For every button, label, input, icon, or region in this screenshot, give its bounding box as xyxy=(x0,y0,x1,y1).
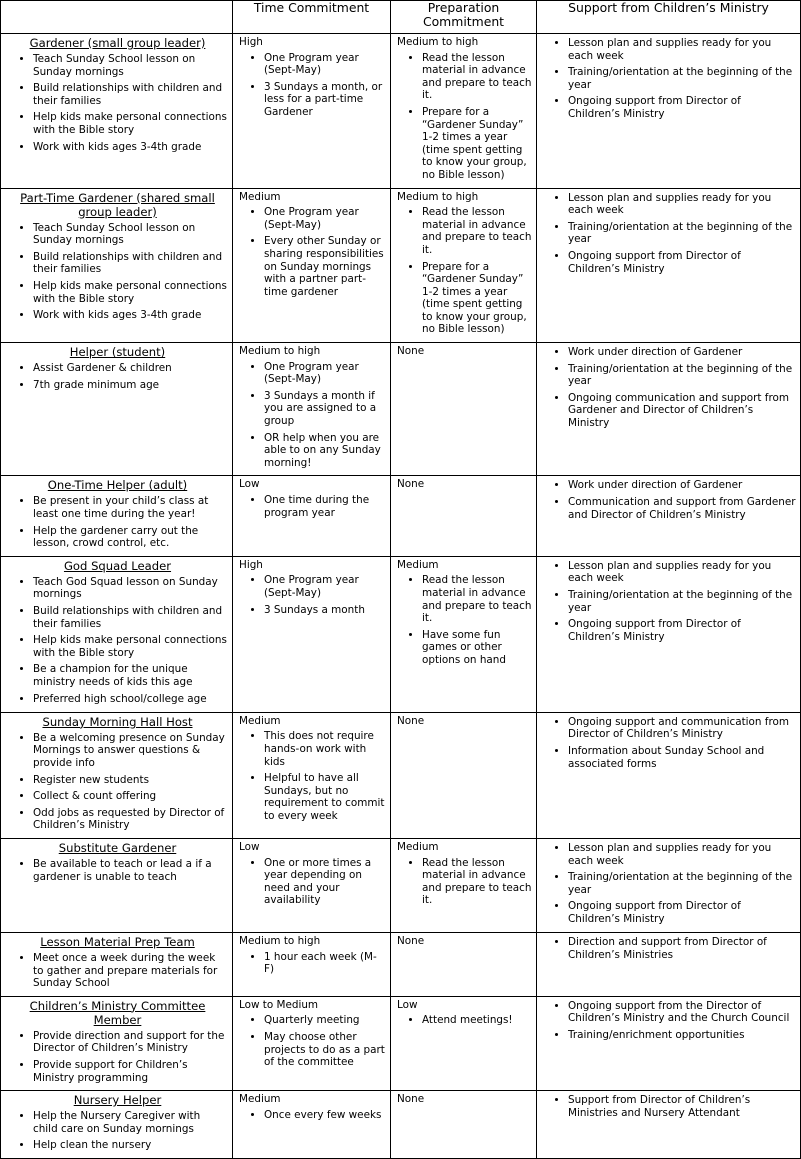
time-list xyxy=(239,857,386,907)
time-item: • May choose other projects to do as a part of the committee xyxy=(264,1031,386,1069)
header-row xyxy=(1,1,801,34)
role-duty-item: • Build relationships with children and their families xyxy=(33,605,228,630)
role-title: Part-Time Gardener (shared small group leader) xyxy=(20,190,215,219)
role-duty-list xyxy=(7,1030,228,1084)
support-cell xyxy=(537,932,801,996)
support-item: • Lesson plan and supplies ready for you each week xyxy=(568,37,796,62)
prep-item: • Attend meetings! xyxy=(422,1014,532,1027)
time-level: Medium to high xyxy=(239,934,321,947)
support-list xyxy=(543,346,796,430)
support-item: • Training/orientation at the beginning of the year xyxy=(568,589,796,614)
role-duty-item: • Help the gardener carry out the lesson, crowd control, etc. xyxy=(33,525,228,550)
time-list xyxy=(239,206,386,298)
time-level: Low to Medium xyxy=(239,998,319,1011)
role-title: God Squad Leader xyxy=(63,558,172,573)
role-duty-item: • Work with kids ages 3-4th grade xyxy=(33,309,228,322)
support-item: • Training/orientation at the beginning of the year xyxy=(568,871,796,896)
prep-cell xyxy=(391,996,537,1090)
support-list xyxy=(543,560,796,644)
support-item: • Work under direction of Gardener xyxy=(568,479,796,492)
time-level: Low xyxy=(239,478,260,491)
time-list xyxy=(239,574,386,616)
time-cell xyxy=(233,34,391,189)
role-duty-item: • Odd jobs as requested by Director of Children’s Ministry xyxy=(33,807,228,832)
role-row xyxy=(1,838,801,932)
role-title: Gardener (small group leader) xyxy=(29,36,206,50)
role-duty-item: • Teach God Squad lesson on Sunday mornings xyxy=(33,576,228,601)
time-item: • 3 Sundays a month, or less for a part-time Gardener xyxy=(264,81,386,119)
role-title: One-Time Helper (adult) xyxy=(47,478,188,493)
prep-cell xyxy=(391,343,537,476)
time-item: • One or more times a year depending on need and your availability xyxy=(264,857,386,907)
support-cell xyxy=(537,1091,801,1159)
role-duty-item: • Be present in your child’s class at least one time during the year! xyxy=(33,495,228,520)
header-support: Support from Children’s Ministry xyxy=(537,1,801,34)
role-row xyxy=(1,932,801,996)
role-duty-item: • Build relationships with children and their families xyxy=(33,251,228,276)
prep-level: None xyxy=(397,714,425,727)
role-cell xyxy=(1,556,233,712)
role-cell xyxy=(1,188,233,343)
support-list xyxy=(543,479,796,521)
role-duty-item: • Be available to teach or lead a if a gardener is unable to teach xyxy=(33,858,228,883)
time-item: • One Program year (Sept-May) xyxy=(264,206,386,231)
role-title: Sunday Morning Hall Host xyxy=(42,714,193,729)
time-item: • This does not require hands-on work with kids xyxy=(264,730,386,768)
header-preparation-commitment: Preparation Commitment xyxy=(391,1,537,34)
support-item: • Ongoing support from Director of Children’s Ministry xyxy=(568,250,796,275)
role-duty-item: • Teach Sunday School lesson on Sunday mornings xyxy=(33,53,228,78)
time-item: • Once every few weeks xyxy=(264,1109,386,1122)
time-item: • One Program year (Sept-May) xyxy=(264,361,386,386)
role-duty-list xyxy=(7,1110,228,1152)
prep-cell xyxy=(391,556,537,712)
time-cell xyxy=(233,932,391,996)
prep-level: None xyxy=(397,345,425,358)
role-duty-list xyxy=(7,222,228,322)
prep-level: Medium xyxy=(397,840,439,853)
support-item: • Training/orientation at the beginning of the year xyxy=(568,363,796,388)
role-duty-list xyxy=(7,952,228,990)
prep-cell xyxy=(391,34,537,189)
role-title: Lesson Material Prep Team xyxy=(40,934,195,949)
time-level: High xyxy=(239,558,263,571)
role-duty-list xyxy=(7,53,228,153)
prep-item: • Read the lesson material in advance and prepare to teach it. xyxy=(422,857,532,907)
time-item: • One Program year (Sept-May) xyxy=(264,52,386,77)
role-title: Helper (student) xyxy=(69,345,166,360)
time-list xyxy=(239,494,386,519)
role-title: Nursery Helper xyxy=(73,1093,162,1108)
role-duty-list xyxy=(7,576,228,705)
time-level: Medium to high xyxy=(239,345,321,358)
support-item: • Ongoing support from Director of Children’s Ministry xyxy=(568,95,796,120)
role-title: Substitute Gardener xyxy=(58,840,177,855)
role-duty-item: • Be a welcoming presence on Sunday Mornings to answer questions & provide info xyxy=(33,732,228,770)
time-cell xyxy=(233,996,391,1090)
prep-list xyxy=(397,52,532,182)
support-item: • Ongoing communication and support from Gardener and Director of Children’s Ministry xyxy=(568,392,796,430)
time-cell xyxy=(233,838,391,932)
support-cell xyxy=(537,476,801,556)
time-item: • Helpful to have all Sundays, but no requirement to commit to every week xyxy=(264,772,386,822)
time-item: • 1 hour each week (M-F) xyxy=(264,951,386,976)
prep-item: • Read the lesson material in advance and prepare to teach it. xyxy=(422,574,532,624)
prep-level: Medium xyxy=(397,558,439,571)
role-duty-item: • Preferred high school/college age xyxy=(33,693,228,706)
role-title: Children’s Ministry Committee Member xyxy=(29,998,206,1027)
time-item: • Quarterly meeting xyxy=(264,1014,386,1027)
role-duty-list xyxy=(7,362,228,391)
role-duty-item: • Help kids make personal connections with the Bible story xyxy=(33,280,228,305)
time-item: • Every other Sunday or sharing responsibilities on Sunday mornings with a partner part-time gardener xyxy=(264,235,386,298)
support-item: • Lesson plan and supplies ready for you each week xyxy=(568,192,796,217)
prep-list xyxy=(397,1014,532,1027)
time-list xyxy=(239,730,386,822)
role-duty-item: • Help kids make personal connections with the Bible story xyxy=(33,111,228,136)
prep-cell xyxy=(391,712,537,838)
support-item: • Training/orientation at the beginning of the year xyxy=(568,221,796,246)
prep-item: • Prepare for a “Gardener Sunday” 1-2 times a year (time spent getting to know your group, no Bible lesson) xyxy=(422,106,532,182)
prep-cell xyxy=(391,1091,537,1159)
role-cell xyxy=(1,343,233,476)
role-row xyxy=(1,343,801,476)
role-duty-item: • Teach Sunday School lesson on Sunday mornings xyxy=(33,222,228,247)
support-cell xyxy=(537,343,801,476)
support-cell xyxy=(537,188,801,343)
role-cell xyxy=(1,34,233,189)
role-row xyxy=(1,996,801,1090)
support-item: • Training/orientation at the beginning of the year xyxy=(568,66,796,91)
support-item: • Direction and support from Director of Children’s Ministries xyxy=(568,936,796,961)
support-cell xyxy=(537,838,801,932)
support-item: • Ongoing support from Director of Children’s Ministry xyxy=(568,618,796,643)
prep-list xyxy=(397,574,532,666)
role-cell xyxy=(1,712,233,838)
time-list xyxy=(239,1014,386,1068)
prep-item: • Prepare for a “Gardener Sunday” 1-2 times a year (time spent getting to know your group, no Bible lesson) xyxy=(422,261,532,337)
prep-item: • Read the lesson material in advance and prepare to teach it. xyxy=(422,206,532,256)
time-item: • OR help when you are able to on any Sunday morning! xyxy=(264,432,386,470)
time-cell xyxy=(233,343,391,476)
support-list xyxy=(543,716,796,770)
support-list xyxy=(543,842,796,926)
role-cell xyxy=(1,838,233,932)
role-duty-item: • Collect & count offering xyxy=(33,790,228,803)
time-list xyxy=(239,1109,386,1122)
time-list xyxy=(239,951,386,976)
role-cell xyxy=(1,476,233,556)
support-cell xyxy=(537,996,801,1090)
support-item: • Lesson plan and supplies ready for you each week xyxy=(568,560,796,585)
time-level: Low xyxy=(239,840,260,853)
prep-level: Medium to high xyxy=(397,190,479,203)
role-duty-item: • Assist Gardener & children xyxy=(33,362,228,375)
support-item: • Communication and support from Gardener and Director of Children’s Ministry xyxy=(568,496,796,521)
prep-item: • Have some fun games or other options on hand xyxy=(422,629,532,667)
role-cell xyxy=(1,996,233,1090)
support-cell xyxy=(537,556,801,712)
role-row xyxy=(1,34,801,189)
role-duty-item: • Help kids make personal connections with the Bible story xyxy=(33,634,228,659)
prep-list xyxy=(397,206,532,336)
support-cell xyxy=(537,34,801,189)
role-cell xyxy=(1,1091,233,1159)
time-item: • One time during the program year xyxy=(264,494,386,519)
prep-list xyxy=(397,857,532,907)
time-level: Medium xyxy=(239,714,281,727)
time-list xyxy=(239,52,386,119)
role-duty-item: • Meet once a week during the week to gather and prepare materials for Sunday School xyxy=(33,952,228,990)
role-duty-item: • Provide direction and support for the Director of Children’s Ministry xyxy=(33,1030,228,1055)
support-list xyxy=(543,192,796,276)
support-item: • Training/enrichment opportunities xyxy=(568,1029,796,1042)
role-row xyxy=(1,1091,801,1159)
prep-level: None xyxy=(397,934,425,947)
time-level: High xyxy=(239,36,263,48)
time-item: • 3 Sundays a month if you are assigned to a group xyxy=(264,390,386,428)
support-list xyxy=(543,936,796,961)
time-cell xyxy=(233,188,391,343)
role-duty-item: • Register new students xyxy=(33,774,228,787)
role-duty-list xyxy=(7,495,228,549)
time-cell xyxy=(233,476,391,556)
time-level: Medium xyxy=(239,1093,281,1106)
support-item: • Ongoing support from the Director of Children’s Ministry and the Church Council xyxy=(568,1000,796,1025)
support-item: • Ongoing support from Director of Children’s Ministry xyxy=(568,900,796,925)
support-list xyxy=(543,1000,796,1042)
time-item: • One Program year (Sept-May) xyxy=(264,574,386,599)
time-list xyxy=(239,361,386,470)
support-cell xyxy=(537,712,801,838)
prep-level: None xyxy=(397,1093,425,1106)
time-item: • 3 Sundays a month xyxy=(264,604,386,617)
role-cell xyxy=(1,932,233,996)
time-cell xyxy=(233,556,391,712)
role-duty-item: • 7th grade minimum age xyxy=(33,379,228,392)
role-duty-item: • Work with kids ages 3-4th grade xyxy=(33,141,228,154)
support-item: • Information about Sunday School and associated forms xyxy=(568,745,796,770)
time-level: Medium xyxy=(239,190,281,203)
prep-cell xyxy=(391,188,537,343)
support-item: • Lesson plan and supplies ready for you each week xyxy=(568,842,796,867)
prep-item: • Read the lesson material in advance and prepare to teach it. xyxy=(422,52,532,102)
prep-cell xyxy=(391,932,537,996)
role-duty-list xyxy=(7,732,228,832)
role-duty-list xyxy=(7,858,228,883)
role-row xyxy=(1,712,801,838)
support-list xyxy=(543,1094,796,1119)
support-list xyxy=(543,37,796,121)
support-item: • Ongoing support and communication from Director of Children’s Ministry xyxy=(568,716,796,741)
header-time-commitment: Time Commitment xyxy=(233,1,391,34)
role-row xyxy=(1,556,801,712)
time-cell xyxy=(233,1091,391,1159)
prep-level: Medium to high xyxy=(397,36,479,48)
support-item: • Work under direction of Gardener xyxy=(568,346,796,359)
role-duty-item: • Provide support for Children’s Ministry programming xyxy=(33,1059,228,1084)
prep-cell xyxy=(391,476,537,556)
role-duty-item: • Help the Nursery Caregiver with child care on Sunday mornings xyxy=(33,1110,228,1135)
prep-cell xyxy=(391,838,537,932)
role-row xyxy=(1,188,801,343)
header-role xyxy=(1,1,233,34)
role-duty-item: • Help clean the nursery xyxy=(33,1139,228,1152)
role-duty-item: • Build relationships with children and their families xyxy=(33,82,228,107)
support-item: • Support from Director of Children’s Ministries and Nursery Attendant xyxy=(568,1094,796,1119)
prep-level: None xyxy=(397,478,425,491)
role-duty-item: • Be a champion for the unique ministry needs of kids this age xyxy=(33,663,228,688)
prep-level: Low xyxy=(397,998,418,1011)
role-row xyxy=(1,476,801,556)
time-cell xyxy=(233,712,391,838)
